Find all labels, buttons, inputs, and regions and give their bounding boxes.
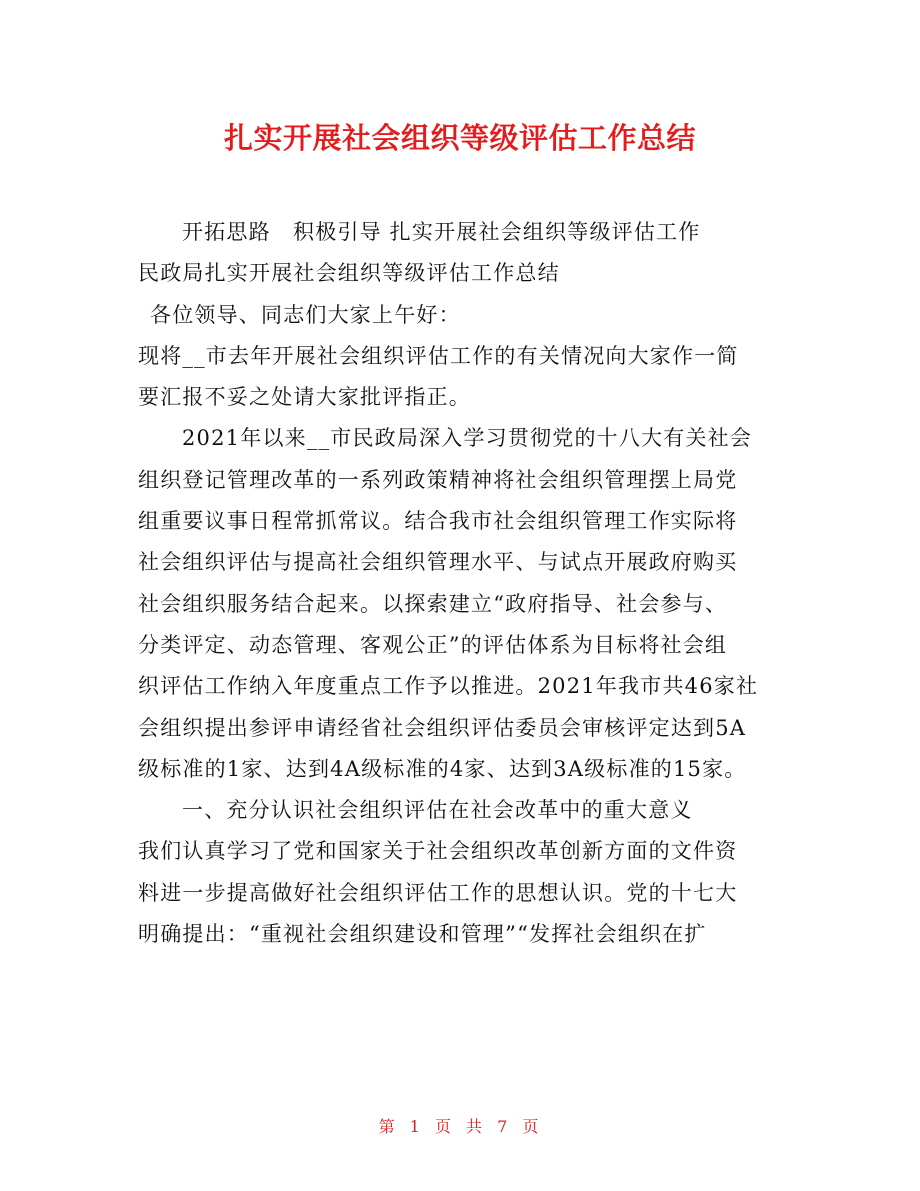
subtitle-line: 开拓思路 积极引导 扎实开展社会组织等级评估工作 <box>182 220 701 244</box>
paragraph-line: 我们认真学习了党和国家关于社会组织改革创新方面的文件资 <box>138 839 738 864</box>
subtitle-line: 民政局扎实开展社会组织等级评估工作总结 <box>138 261 560 286</box>
paragraph-line: 组织登记管理改革的一系列政策精神将社会组织管理摆上局党 <box>138 467 738 492</box>
paragraph-line: 社会组织评估与提高社会组织管理水平、与试点开展政府购买 <box>138 550 738 575</box>
paragraph-line: 组重要议事日程常抓常议。结合我市社会组织管理工作实际将 <box>138 509 738 534</box>
document-body <box>138 212 788 955</box>
section-heading: 一、充分认识社会组织评估在社会改革中的重大意义 <box>182 798 693 823</box>
paragraph-line: 社会组织服务结合起来。以探索建立“政府指导、社会参与、 <box>138 591 728 616</box>
paragraph-line: 明确提出：“重视社会组织建设和管理”“发挥社会组织在扩 <box>138 922 707 947</box>
paragraph-line: 会组织提出参评申请经省社会组织评估委员会审核评定达到5A <box>138 715 747 740</box>
paragraph-line: 分类评定、动态管理、客观公正”的评估体系为目标将社会组 <box>138 632 728 657</box>
page-number-footer: 第 1 页 共 7 页 <box>378 1117 542 1136</box>
paragraph-line: 织评估工作纳入年度重点工作予以推进。2021年我市共46家社 <box>138 674 759 699</box>
document-title: 扎实开展社会组织等级评估工作总结 <box>223 121 696 155</box>
greeting-line: 各位领导、同志们大家上午好： <box>150 302 461 327</box>
paragraph-line: 现将__市去年开展社会组织评估工作的有关情况向大家作一简 <box>138 343 739 368</box>
paragraph-line: 要汇报不妥之处请大家批评指正。 <box>138 385 471 410</box>
paragraph-line: 料进一步提高做好社会组织评估工作的思想认识。党的十七大 <box>138 880 738 905</box>
paragraph-line: 2021年以来__市民政局深入学习贯彻党的十八大有关社会 <box>182 426 753 451</box>
paragraph-line: 级标准的1家、达到4A级标准的4家、达到3A级标准的15家。 <box>138 756 747 781</box>
